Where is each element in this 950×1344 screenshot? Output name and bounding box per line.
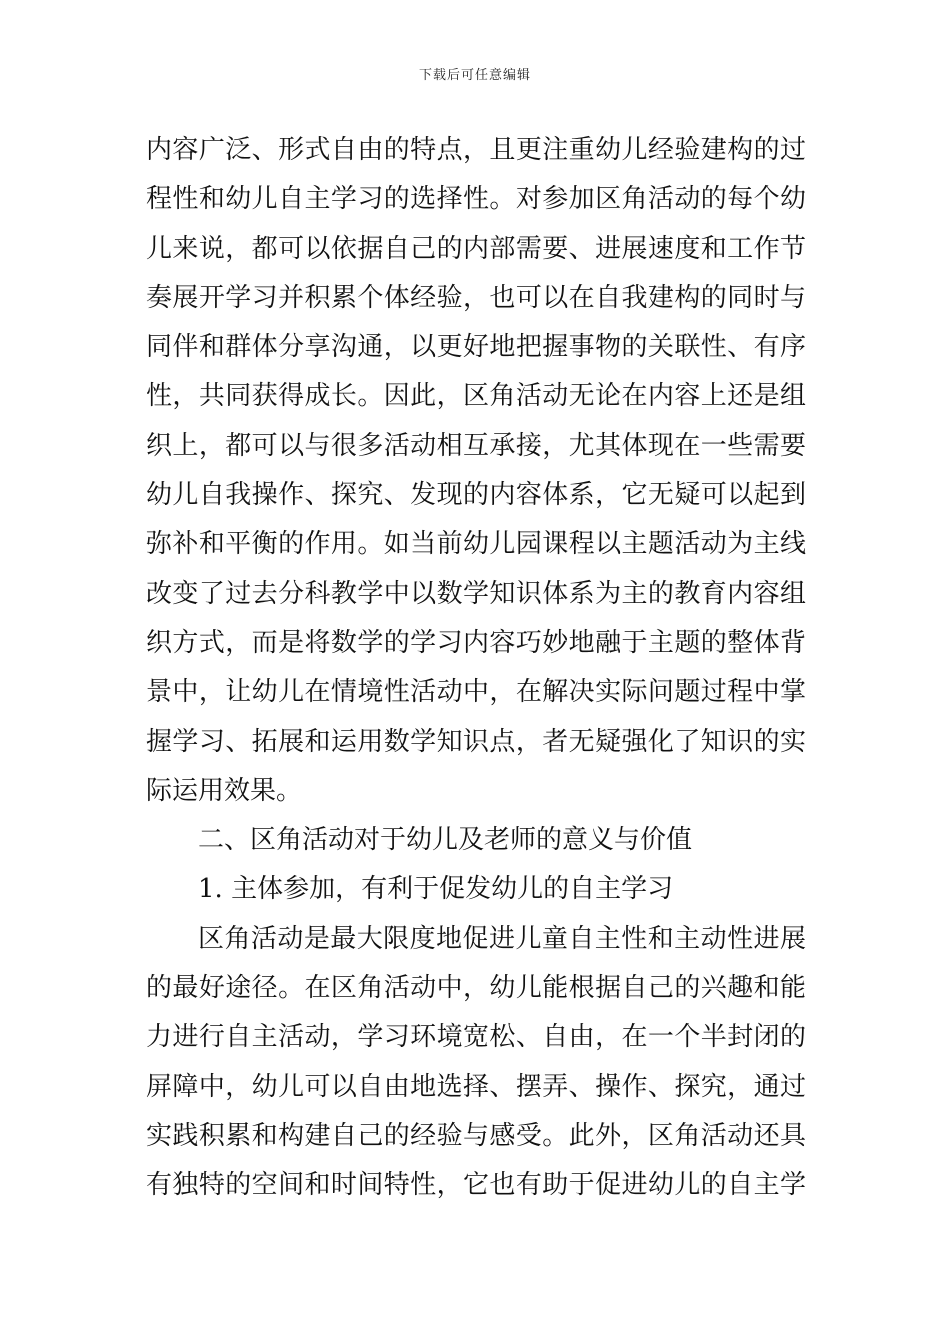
text-line: 力进行自主活动，学习环境宽松、自由，在一个半封闭的 — [146, 1022, 806, 1053]
section-heading: 二、区角活动对于幼儿及老师的意义与价值 — [198, 825, 693, 856]
text-line: 区角活动是最大限度地促进儿童自主性和主动性进展 — [198, 923, 806, 954]
text-line: 实践积累和构建自己的经验与感受。此外，区角活动还具 — [146, 1120, 806, 1151]
text-line: 幼儿自我操作、探究、发现的内容体系，它无疑可以起到 — [146, 480, 806, 511]
text-line: 性，共同获得成长。因此，区角活动无论在内容上还是组 — [146, 381, 806, 412]
text-line: 程性和幼儿自主学习的选择性。对参加区角活动的每个幼 — [146, 184, 806, 215]
text-line: 际运用效果。 — [146, 775, 303, 806]
text-line: 的最好途径。在区角活动中，幼儿能根据自己的兴趣和能 — [146, 973, 806, 1004]
text-line: 改变了过去分科教学中以数学知识体系为主的教育内容组 — [146, 578, 806, 609]
text-line: 弥补和平衡的作用。如当前幼儿园课程以主题活动为主线 — [146, 529, 806, 560]
text-line: 屏障中，幼儿可以自由地选择、摆弄、操作、探究，通过 — [146, 1071, 806, 1102]
text-line: 织上，都可以与很多活动相互承接，尤其体现在一些需要 — [146, 430, 806, 461]
document-body — [146, 126, 806, 1211]
text-line: 奏展开学习并积累个体经验，也可以在自我建构的同时与 — [146, 282, 806, 313]
text-line: 握学习、拓展和运用数学知识点，者无疑强化了知识的实 — [146, 726, 806, 757]
text-line: 织方式，而是将数学的学习内容巧妙地融于主题的整体背 — [146, 627, 806, 658]
text-line: 有独特的空间和时间特性，它也有助于促进幼儿的自主学 — [146, 1170, 806, 1201]
subsection-heading: 1. 主体参加，有利于促发幼儿的自主学习 — [198, 874, 674, 905]
text-line: 儿来说，都可以依据自己的内部需要、进展速度和工作节 — [146, 233, 806, 264]
text-line: 内容广泛、形式自由的特点，且更注重幼儿经验建构的过 — [146, 135, 806, 165]
text-line: 景中，让幼儿在情境性活动中，在解决实际问题过程中掌 — [146, 677, 806, 708]
text-line: 同伴和群体分享沟通，以更好地把握事物的关联性、有序 — [146, 332, 806, 363]
page-header: 下载后可任意编辑 — [418, 68, 531, 83]
